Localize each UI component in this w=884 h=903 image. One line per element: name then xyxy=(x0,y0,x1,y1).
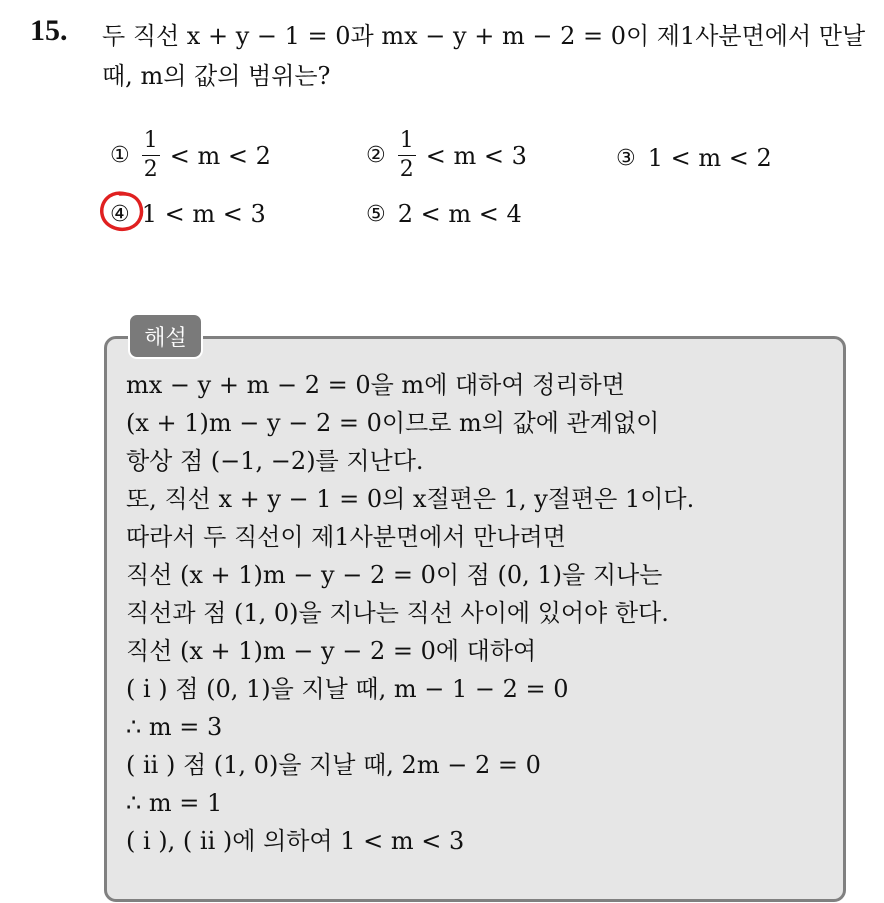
solution-tag: 해설 xyxy=(128,313,203,359)
question-line: 두 직선 x + y − 1 = 0과 mx − y + m − 2 = 0이 제1사분면에서 만날 xyxy=(102,22,866,50)
solution-line: ( ii ) 점 (1, 0)을 지날 때, 2m − 2 = 0 xyxy=(126,751,541,779)
option-mark: ④ xyxy=(110,201,130,227)
solution-line: ∴ m = 1 xyxy=(126,789,223,817)
option-expression: 2 < m < 4 xyxy=(397,200,522,228)
option-3[interactable] xyxy=(616,144,772,172)
option-mark: ③ xyxy=(616,145,636,171)
option-5[interactable] xyxy=(366,200,522,228)
solution-line: 직선 (x + 1)m − y − 2 = 0에 대하여 xyxy=(126,637,537,665)
option-expression: < m < 3 xyxy=(425,141,527,170)
fraction xyxy=(398,130,416,181)
question-text xyxy=(102,16,872,96)
question-number: 15. xyxy=(30,14,68,47)
solution-line: 따라서 두 직선이 제1사분면에서 만나려면 xyxy=(126,523,566,551)
solution-line: mx − y + m − 2 = 0을 m에 대하여 정리하면 xyxy=(126,371,625,399)
option-mark: ① xyxy=(110,143,130,168)
solution-text xyxy=(126,366,836,860)
fraction-denominator: 2 xyxy=(143,157,158,182)
solution-line: 직선과 점 (1, 0)을 지나는 직선 사이에 있어야 한다. xyxy=(126,599,669,627)
option-expression: 1 < m < 3 xyxy=(141,200,266,228)
fraction-numerator: 1 xyxy=(142,130,160,156)
fraction-numerator: 1 xyxy=(398,130,416,156)
option-2[interactable] xyxy=(366,130,527,181)
solution-line: (x + 1)m − y − 2 = 0이므로 m의 값에 관계없이 xyxy=(126,409,660,437)
option-mark: ⑤ xyxy=(366,201,386,227)
option-expression: < m < 2 xyxy=(169,141,271,170)
solution-line: ( i ) 점 (0, 1)을 지날 때, m − 1 − 2 = 0 xyxy=(126,675,569,703)
option-expression: 1 < m < 2 xyxy=(647,144,772,172)
fraction xyxy=(142,130,160,181)
option-1[interactable] xyxy=(110,130,271,181)
fraction-denominator: 2 xyxy=(399,157,414,182)
solution-line: 항상 점 (−1, −2)를 지난다. xyxy=(126,447,424,475)
option-mark: ② xyxy=(366,143,386,168)
solution-line: ∴ m = 3 xyxy=(126,713,223,741)
solution-line: 직선 (x + 1)m − y − 2 = 0이 점 (0, 1)을 지나는 xyxy=(126,561,663,589)
solution-line: ( i ), ( ii )에 의하여 1 < m < 3 xyxy=(126,827,465,855)
question-line: 때, m의 값의 범위는? xyxy=(102,62,331,90)
answer-circle-icon xyxy=(96,188,148,236)
solution-line: 또, 직선 x + y − 1 = 0의 x절편은 1, y절편은 1이다. xyxy=(126,485,695,513)
